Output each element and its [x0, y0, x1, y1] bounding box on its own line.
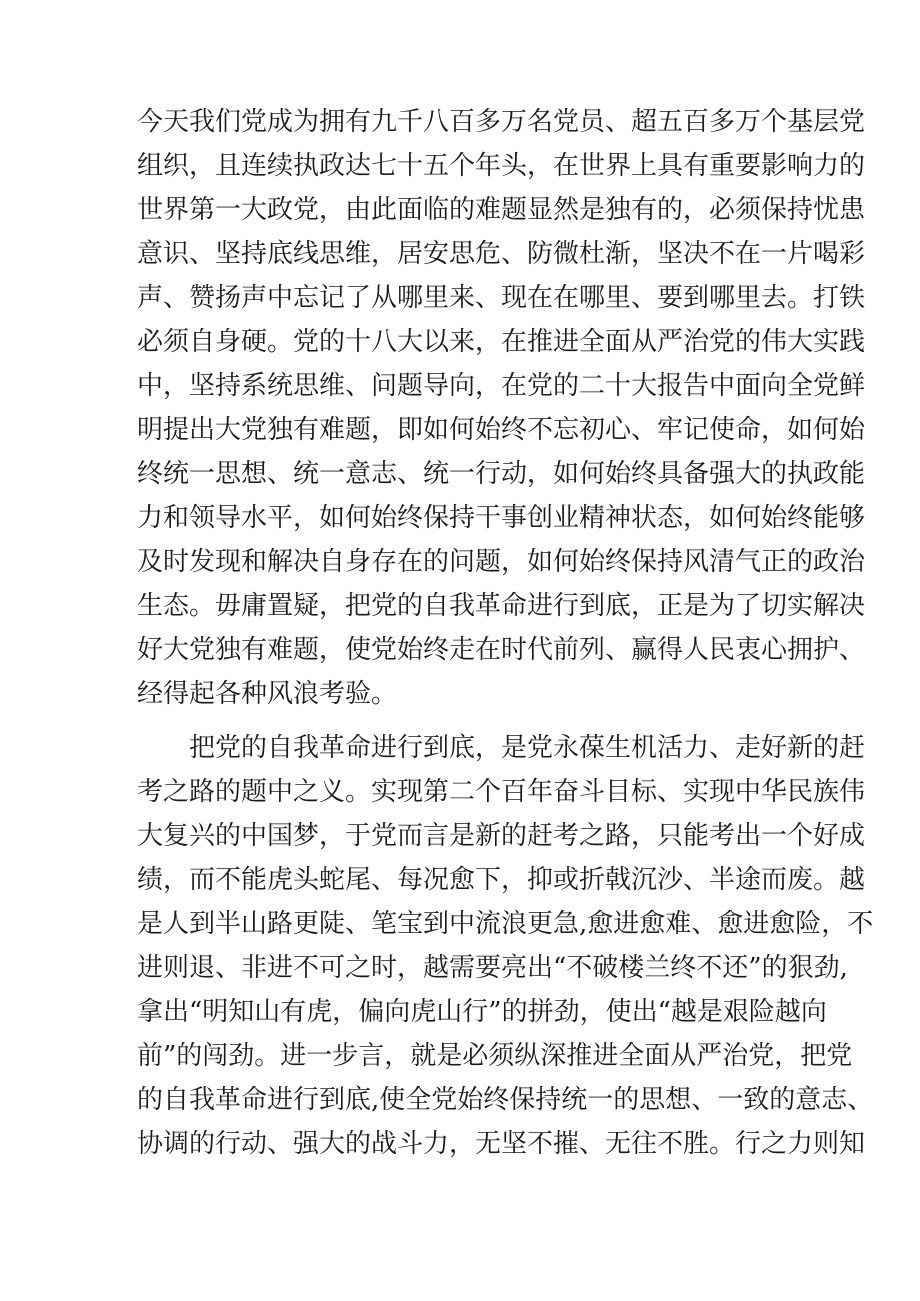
text-line: 必须自身硬。党的十八大以来，在推进全面从严治党的伟大实践 — [137, 327, 866, 357]
text-line: 明提出大党独有难题，即如何始终不忘初心、牢记使命，如何始 — [137, 415, 866, 445]
text-line: 把党的自我革命进行到底，是党永葆生机活力、走好新的赶 — [189, 733, 866, 763]
text-line: 力和领导水平，如何始终保持干事创业精神状态，如何始终能够 — [137, 503, 866, 533]
text-line: 意识、坚持底线思维，居安思危、防微杜渐，坚决不在一片喝彩 — [137, 239, 866, 269]
text-line: 经得起各种风浪考验。 — [137, 679, 398, 709]
text-line: 是人到半山路更陡、笔宝到中流浪更急,愈进愈难、愈进愈险，不 — [137, 909, 874, 939]
text-line: 世界第一大政党，由此面临的难题显然是独有的，必须保持忧患 — [137, 195, 866, 225]
text-line: 绩，而不能虎头蛇尾、每况愈下，抑或折戟沉沙、半途而废。越 — [137, 865, 866, 895]
text-line: 的自我革命进行到底,使全党始终保持统一的思想、一致的意志、 — [137, 1085, 874, 1115]
text-line: 前”的闯劲。进一步言，就是必须纵深推进全面从严治党，把党 — [137, 1041, 853, 1071]
text-line: 及时发现和解决自身存在的问题，如何始终保持风清气正的政治 — [137, 547, 866, 577]
text-line: 拿出“明知山有虎，偏向虎山行”的拼劲，使出“越是艰险越向 — [137, 997, 827, 1027]
text-line: 协调的行动、强大的战斗力，无坚不摧、无往不胜。行之力则知 — [137, 1129, 866, 1159]
text-line: 生态。毋庸置疑，把党的自我革命进行到底，正是为了切实解决 — [137, 591, 866, 621]
text-line: 考之路的题中之义。实现第二个百年奋斗目标、实现中华民族伟 — [137, 777, 866, 807]
text-line: 终统一思想、统一意志、统一行动，如何始终具备强大的执政能 — [137, 459, 866, 489]
text-line: 大复兴的中国梦，于党而言是新的赶考之路，只能考出一个好成 — [137, 821, 866, 851]
text-line: 组织，且连续执政达七十五个年头，在世界上具有重要影响力的 — [137, 151, 866, 181]
paragraph-gap — [137, 716, 797, 726]
text-line: 声、赞扬声中忘记了从哪里来、现在在哪里、要到哪里去。打铁 — [137, 283, 866, 313]
text-line: 中，坚持系统思维、问题导向，在党的二十大报告中面向全党鲜 — [137, 371, 866, 401]
paragraph-2 — [137, 726, 874, 1166]
document-body — [137, 100, 874, 1166]
text-line: 好大党独有难题，使党始终走在时代前列、赢得人民衷心拥护、 — [137, 635, 866, 665]
paragraph-1 — [137, 100, 866, 716]
text-line: 今天我们党成为拥有九千八百多万名党员、超五百多万个基层党 — [137, 107, 866, 137]
text-line: 进则退、非进不可之时，越需要亮出“不破楼兰终不还”的狠劲, — [137, 953, 848, 983]
